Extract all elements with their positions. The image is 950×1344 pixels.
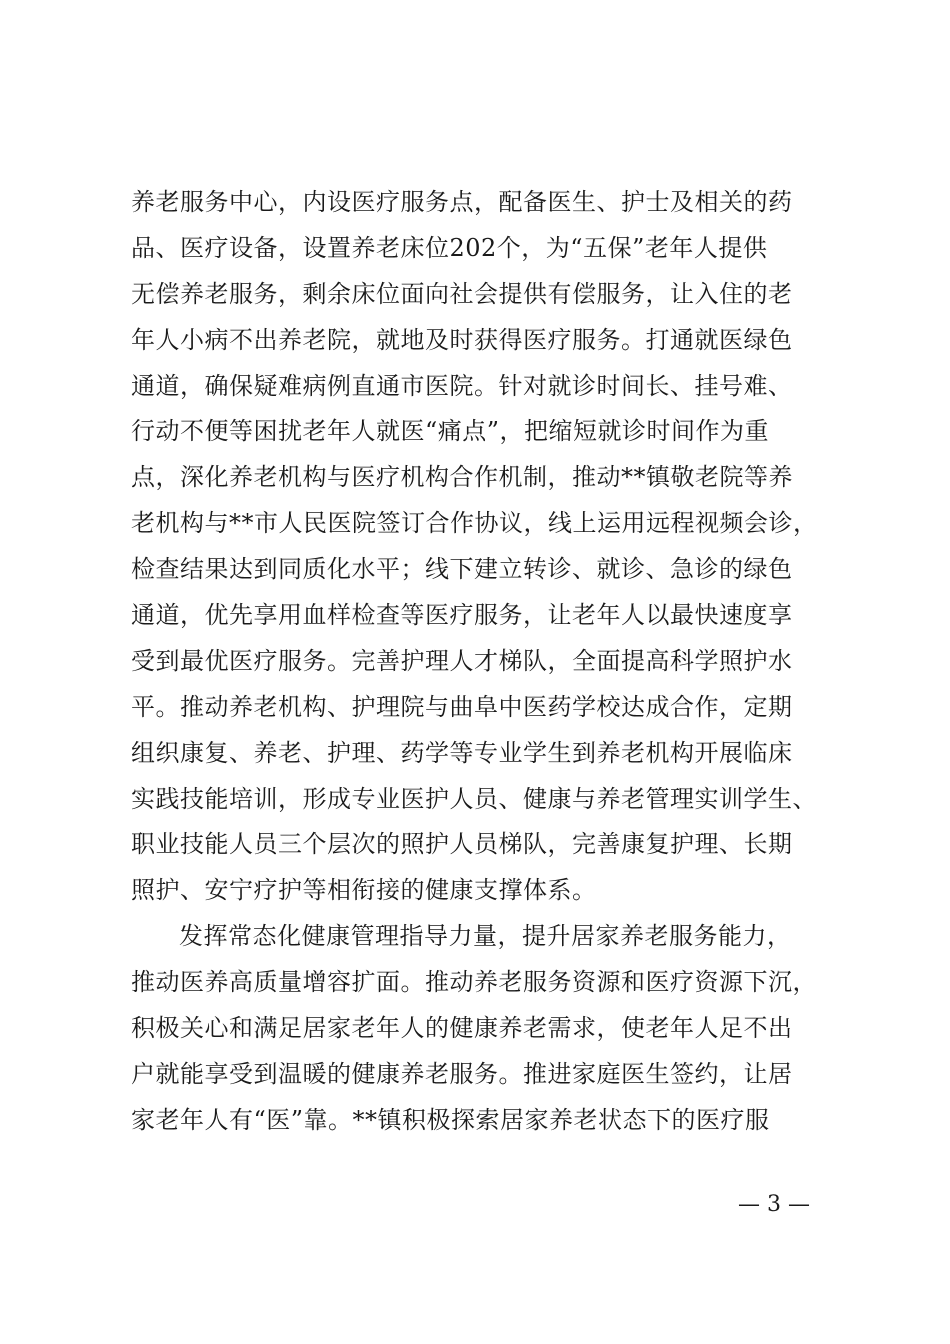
text-line: 年人小病不出养老院，就地及时获得医疗服务。打通就医绿色 <box>131 325 793 354</box>
text-line: 照护、安宁疗护等相衔接的健康支撑体系。 <box>131 876 597 905</box>
paragraph-first-line: 发挥常态化健康管理指导力量，提升居家养老服务能力， <box>179 922 792 951</box>
text-line: 组织康复、养老、护理、药学等专业学生到养老机构开展临床 <box>131 738 793 767</box>
text-line: 品、医疗设备，设置养老床位202个，为“五保”老年人提供 <box>131 233 768 262</box>
text-line: 受到最优医疗服务。完善护理人才梯队，全面提高科学照护水 <box>131 646 793 675</box>
body-text <box>131 180 831 1144</box>
text-line: 养老服务中心，内设医疗服务点，配备医生、护士及相关的药 <box>131 188 793 216</box>
text-line: 推动医养高质量增容扩面。推动养老服务资源和医疗资源下沉， <box>131 968 817 997</box>
text-line: 户就能享受到温暖的健康养老服务。推进家庭医生签约，让居 <box>131 1059 793 1088</box>
text-line: 积极关心和满足居家老年人的健康养老需求，使老年人足不出 <box>131 1014 793 1043</box>
text-line: 职业技能人员三个层次的照护人员梯队，完善康复护理、长期 <box>131 830 793 859</box>
text-line: 通道，优先享用血样检查等医疗服务，让老年人以最快速度享 <box>131 601 793 630</box>
text-line: 实践技能培训，形成专业医护人员、健康与养老管理实训学生、 <box>131 784 817 813</box>
text-line: 老机构与**市人民医院签订合作协议，线上运用远程视频会诊， <box>131 509 818 538</box>
text-line: 行动不便等困扰老年人就医“痛点”，把缩短就诊时间作为重 <box>131 417 770 446</box>
text-line: 家老年人有“医”靠。**镇积极探索居家养老状态下的医疗服 <box>131 1105 770 1134</box>
text-line: 无偿养老服务，剩余床位面向社会提供有偿服务，让入住的老 <box>131 279 793 308</box>
text-line: 平。推动养老机构、护理院与曲阜中医药学校达成合作，定期 <box>131 692 793 721</box>
text-line: 点，深化养老机构与医疗机构合作机制，推动**镇敬老院等养 <box>131 463 793 492</box>
text-line: 通道，确保疑难病例直通市医院。针对就诊时间长、挂号难、 <box>131 371 793 400</box>
text-line: 检查结果达到同质化水平；线下建立转诊、就诊、急诊的绿色 <box>131 555 793 584</box>
page-number: — 3 — <box>738 1192 810 1217</box>
